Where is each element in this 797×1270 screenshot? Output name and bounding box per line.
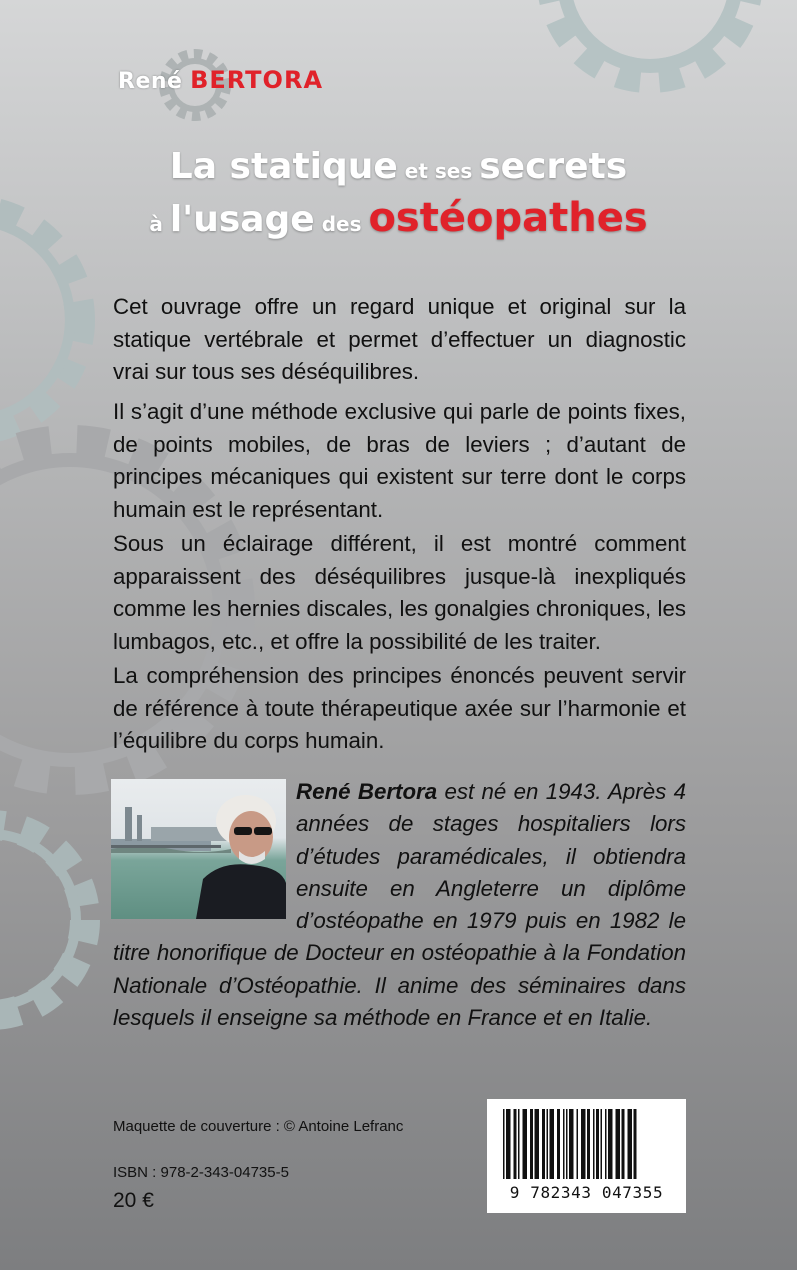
barcode-bar: [514, 1109, 517, 1179]
barcode-bar: [616, 1109, 621, 1179]
barcode-digits: 9 782343 047355: [509, 1183, 664, 1202]
title-word: des: [314, 212, 369, 236]
barcode-bar: [596, 1109, 599, 1179]
cover-design-credit: Maquette de couverture : © Antoine Lefranc: [113, 1118, 404, 1135]
price: 20 €: [113, 1189, 154, 1212]
barcode-bar: [506, 1109, 511, 1179]
barcode-bar: [593, 1109, 595, 1179]
blurb-paragraph: Cet ouvrage offre un regard unique et original sur la statique vertébrale et permet d’effectuer un diagnostic vrai sur tous ses déséquilibres.: [113, 294, 686, 384]
barcode-bar: [557, 1109, 560, 1179]
blurb-paragraph: La compréhension des principes énoncés peuvent servir de référence à toute thérapeutique axée sur l’harmonie et l’équilibre du corps humain.: [113, 663, 686, 753]
barcode-bar: [523, 1109, 528, 1179]
barcode-bar: [587, 1109, 590, 1179]
author-bio-name: René Bertora: [296, 779, 438, 804]
book-title-line-1: [0, 143, 797, 191]
title-word: à: [149, 212, 170, 236]
barcode: [487, 1099, 686, 1213]
barcode-bar: [550, 1109, 555, 1179]
title-word: La statique: [169, 146, 398, 187]
barcode-bar: [563, 1109, 565, 1179]
blurb-paragraph: Il s’agit d’une méthode exclusive qui parle de points fixes, de points mobiles, de bras de leviers ; d’autant de principes mécaniques qui existent sur terre dont le corps humain est le représentant.: [113, 399, 686, 522]
title-word: et ses: [397, 159, 480, 183]
barcode-bar: [634, 1109, 637, 1179]
barcode-bar: [547, 1109, 549, 1179]
barcode-bar: [566, 1109, 568, 1179]
barcode-bar: [577, 1109, 579, 1179]
author-last-name: BERTORA: [190, 66, 324, 94]
barcode-bar: [535, 1109, 540, 1179]
barcode-bar: [569, 1109, 574, 1179]
barcode-bar: [605, 1109, 607, 1179]
barcode-bar: [530, 1109, 533, 1179]
barcode-bar: [608, 1109, 613, 1179]
title-word: secrets: [479, 146, 628, 187]
barcode-bar: [622, 1109, 625, 1179]
book-title-line-2: [0, 194, 797, 242]
barcode-bars: [487, 1099, 686, 1185]
title-highlight: ostéopathes: [368, 195, 648, 241]
author-bio-text: est né en 1943. Après 4 années de stages hospitaliers lors d’études paramédicales, il obtiendra ensuite en Angleterre un diplôme d’ostéopathe en 1979 puis en 1982 le titre honorifique de Docteur en ostéopathie à la Fondation Nationale d’Ostéopathie. Il anime des séminaires dans lesquels il enseigne sa méthode en France et en Italie.: [113, 779, 686, 1031]
author-name-header: [118, 62, 323, 98]
blurb-paragraph: Sous un éclairage différent, il est montré comment apparaissent des déséquilibres jusque-là inexpliqués comme les hernies discales, les gonalgies chroniques, les lumbagos, etc., et offre la possibilité de les traiter.: [113, 531, 686, 654]
photo-spacer: [113, 776, 296, 926]
author-first-name: René: [118, 69, 183, 94]
barcode-bar: [628, 1109, 633, 1179]
barcode-bar: [581, 1109, 586, 1179]
barcode-bar: [542, 1109, 545, 1179]
barcode-bar: [503, 1109, 505, 1179]
barcode-bar: [601, 1109, 603, 1179]
gear-icon: [520, 0, 780, 110]
barcode-bar: [518, 1109, 520, 1179]
author-bio: [113, 776, 686, 1034]
isbn: ISBN : 978-2-343-04735-5: [113, 1164, 289, 1181]
gear-icon: [0, 800, 110, 1040]
title-word: l'usage: [169, 199, 315, 240]
